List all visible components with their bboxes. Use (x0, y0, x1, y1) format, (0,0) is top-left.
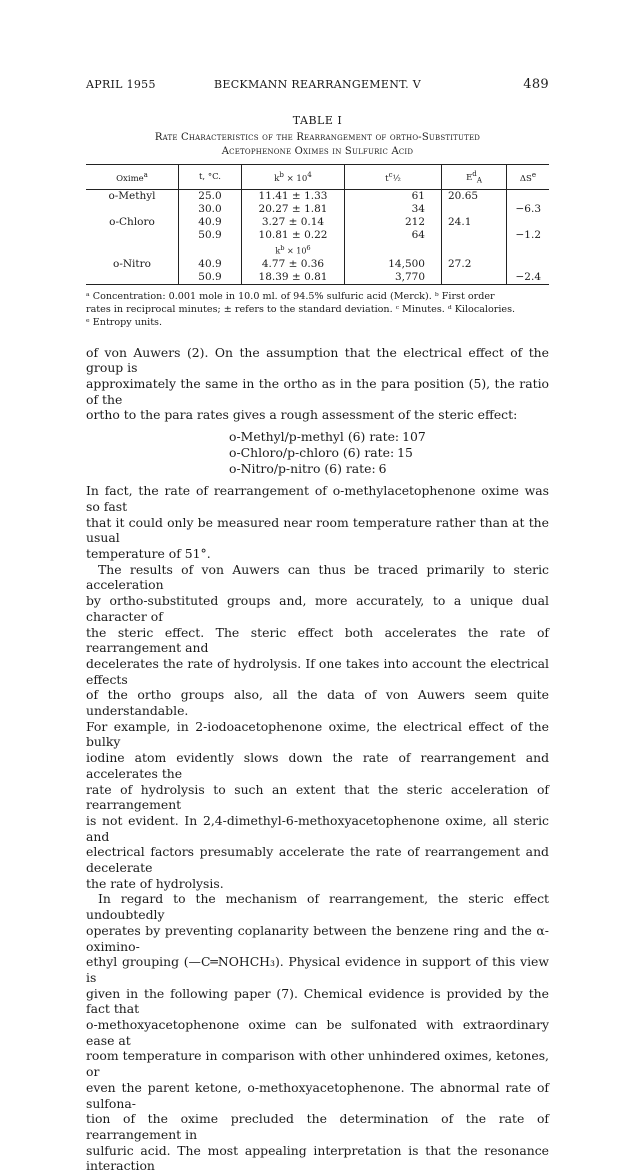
cell-entropy (507, 216, 550, 229)
cell-rate: 18.39 ± 0.81 (242, 271, 345, 285)
table-footnote (86, 290, 549, 329)
cell-oxime (86, 271, 179, 285)
page-number: 489 (523, 77, 549, 92)
footnote-line: rates in reciprocal minutes; ± refers to the standard deviation. ᶜ Minutes. ᵈ Kilocalories. (86, 303, 516, 315)
running-head (86, 78, 549, 96)
rate-ratio (229, 461, 549, 477)
cell-rate: 10.81 ± 0.22 (242, 229, 345, 242)
cell-activation-energy: 20.65 (442, 190, 507, 204)
table-row (86, 271, 549, 285)
table-title (86, 131, 549, 159)
cell-half-life: 212 (345, 216, 442, 229)
table-row (86, 258, 549, 271)
footnote-line: ᵉ Entropy units. (86, 316, 163, 328)
rate-ratio (229, 445, 549, 461)
table-row (86, 229, 549, 242)
cell-oxime: o-Nitro (113, 257, 151, 270)
footnote-line: ᵃ Concentration: 0.001 mole in 10.0 ml. of 94.5% sulfuric acid (Merck). ᵇ First order (86, 290, 495, 302)
header-title: BECKMANN REARRANGEMENT. V (214, 78, 421, 91)
header-date: APRIL 1955 (86, 78, 156, 91)
text-line: For example, in 2-iodoacetophenone oxime, the electrical effect of the bulky (86, 718, 549, 750)
cell-temperature: 50.9 (179, 229, 242, 242)
text-line: approximately the same in the ortho as in the para position (5), the ratio of the (86, 376, 549, 407)
cell-activation-energy (442, 229, 507, 242)
text-line: The results of von Auwers can thus be traced primarily to steric acceleration (86, 561, 549, 593)
page (86, 78, 549, 1174)
rate-ratio-value: 107 (402, 429, 426, 445)
cell-half-life: 3,770 (345, 271, 442, 285)
table-row (86, 203, 549, 216)
text-line: operates by preventing coplanarity between the benzene ring and the α-oximino- (86, 922, 549, 954)
text-line: of von Auwers (2). On the assumption that the electrical effect of the group is (86, 344, 549, 376)
cell-activation-energy (442, 271, 507, 285)
text-line: ethyl grouping (—C═NOHCH₃). Physical evidence in support of this view is (86, 954, 549, 985)
cell-empty (507, 242, 550, 258)
text-line: ortho to the para rates gives a rough assessment of the steric effect: (86, 407, 518, 423)
text-line: the steric effect. The steric effect both accelerates the rate of rearrangement and (86, 624, 549, 656)
col-header-half-life: $t^c\frac{1}{2}$ (345, 165, 442, 190)
table-subheader-row (86, 242, 549, 258)
col-header-temperature: t, °C. (179, 165, 242, 190)
rate-table (86, 164, 549, 285)
cell-half-life: 14,500 (345, 258, 442, 271)
cell-empty (345, 242, 442, 258)
text-line: electrical factors presumably accelerate the rate of rearrangement and decelerate (86, 844, 549, 876)
cell-oxime: o-Chloro (109, 216, 155, 228)
text-line: iodine atom evidently slows down the rate of rearrangement and accelerates the (86, 750, 549, 781)
cell-empty (442, 242, 507, 258)
cell-entropy: −6.3 (507, 203, 550, 216)
cell-empty (86, 242, 179, 258)
cell-temperature: 30.0 (179, 203, 242, 216)
cell-rate: 4.77 ± 0.36 (242, 258, 345, 271)
text-line: rate of hydrolysis to such an extent that the steric acceleration of rearrangement (86, 781, 549, 813)
rate-ratio-label: o-Nitro/p-nitro (6) rate: (229, 461, 376, 477)
text-line: the rate of hydrolysis. (86, 875, 224, 891)
col-header-rate: $k^b \times 10^4$ (242, 165, 345, 190)
text-line: even the parent ketone, o-methoxyacetophenone. The abnormal rate of sulfona- (86, 1079, 549, 1111)
cell-empty (179, 242, 242, 258)
cell-half-life: 64 (345, 229, 442, 242)
rate-ratio-value: 6 (378, 461, 387, 477)
cell-rate-subheader: $k^b \times 10^6$ (242, 242, 345, 258)
rate-ratio-label: o-Chloro/p-chloro (6) rate: (229, 445, 395, 461)
text-line: is not evident. In 2,4-dimethyl-6-methoxyacetophenone oxime, all steric and (86, 812, 549, 844)
cell-activation-energy (442, 203, 507, 216)
text-line: of the ortho groups also, all the data of von Auwers seem quite understandable. (86, 687, 549, 719)
rate-ratio-label: o-Methyl/p-methyl (6) rate: (229, 429, 400, 445)
text-line: In regard to the mechanism of rearrangement, the steric effect undoubtedly (86, 891, 549, 923)
cell-temperature: 40.9 (179, 258, 242, 271)
text-line: that it could only be measured near room temperature rather than at the usual (86, 514, 549, 546)
cell-oxime (86, 203, 179, 216)
table-header-row (86, 165, 549, 190)
cell-activation-energy: 24.1 (442, 216, 507, 229)
table-number: TABLE I (292, 114, 343, 127)
cell-entropy: −2.4 (507, 271, 550, 285)
cell-temperature: 25.0 (179, 190, 242, 204)
cell-temperature: 40.9 (179, 216, 242, 229)
rate-ratio-value: 15 (397, 445, 413, 461)
cell-entropy: −1.2 (507, 229, 550, 242)
cell-rate: 3.27 ± 0.14 (242, 216, 345, 229)
cell-oxime (86, 229, 179, 242)
table-row (86, 190, 549, 204)
cell-activation-energy: 27.2 (442, 258, 507, 271)
table-title-line: Rate Characteristics of the Rearrangement of ortho-Substituted (154, 132, 481, 143)
body-text (86, 345, 549, 1174)
col-header-entropy: $\Delta S^e$ (507, 165, 550, 190)
cell-entropy (507, 258, 550, 271)
text-line: In fact, the rate of rearrangement of o-methylacetophenone oxime was so fast (86, 483, 549, 514)
text-line: sulfuric acid. The most appealing interpretation is that the resonance interaction (86, 1142, 549, 1174)
text-line: temperature of 51°. (86, 545, 211, 561)
text-line: room temperature in comparison with other unhindered oximes, ketones, or (86, 1048, 549, 1080)
rate-ratio-list (229, 429, 549, 477)
col-header-activation-energy: $E^d_A$ (442, 165, 507, 190)
cell-oxime: o-Methyl (108, 190, 156, 202)
text-line: o-methoxyacetophenone oxime can be sulfonated with extraordinary ease at (86, 1017, 549, 1048)
rate-ratio (229, 429, 549, 445)
table-row (86, 216, 549, 229)
text-line: by ortho-substituted groups and, more accurately, to a unique dual character of (86, 593, 549, 624)
text-line: tion of the oxime precluded the determination of the rate of rearrangement in (86, 1111, 549, 1142)
cell-half-life: 61 (345, 190, 442, 204)
cell-rate: 20.27 ± 1.81 (242, 203, 345, 216)
cell-temperature: 50.9 (179, 271, 242, 285)
text-line: decelerates the rate of hydrolysis. If one takes into account the electrical effects (86, 655, 549, 687)
col-header-oxime: Oxime$^a$ (86, 165, 179, 190)
table-title-line: Acetophenone Oximes in Sulfuric Acid (221, 146, 414, 157)
text-line: given in the following paper (7). Chemical evidence is provided by the fact that (86, 985, 549, 1017)
cell-entropy (507, 190, 550, 204)
cell-half-life: 34 (345, 203, 442, 216)
cell-rate: 11.41 ± 1.33 (242, 190, 345, 204)
